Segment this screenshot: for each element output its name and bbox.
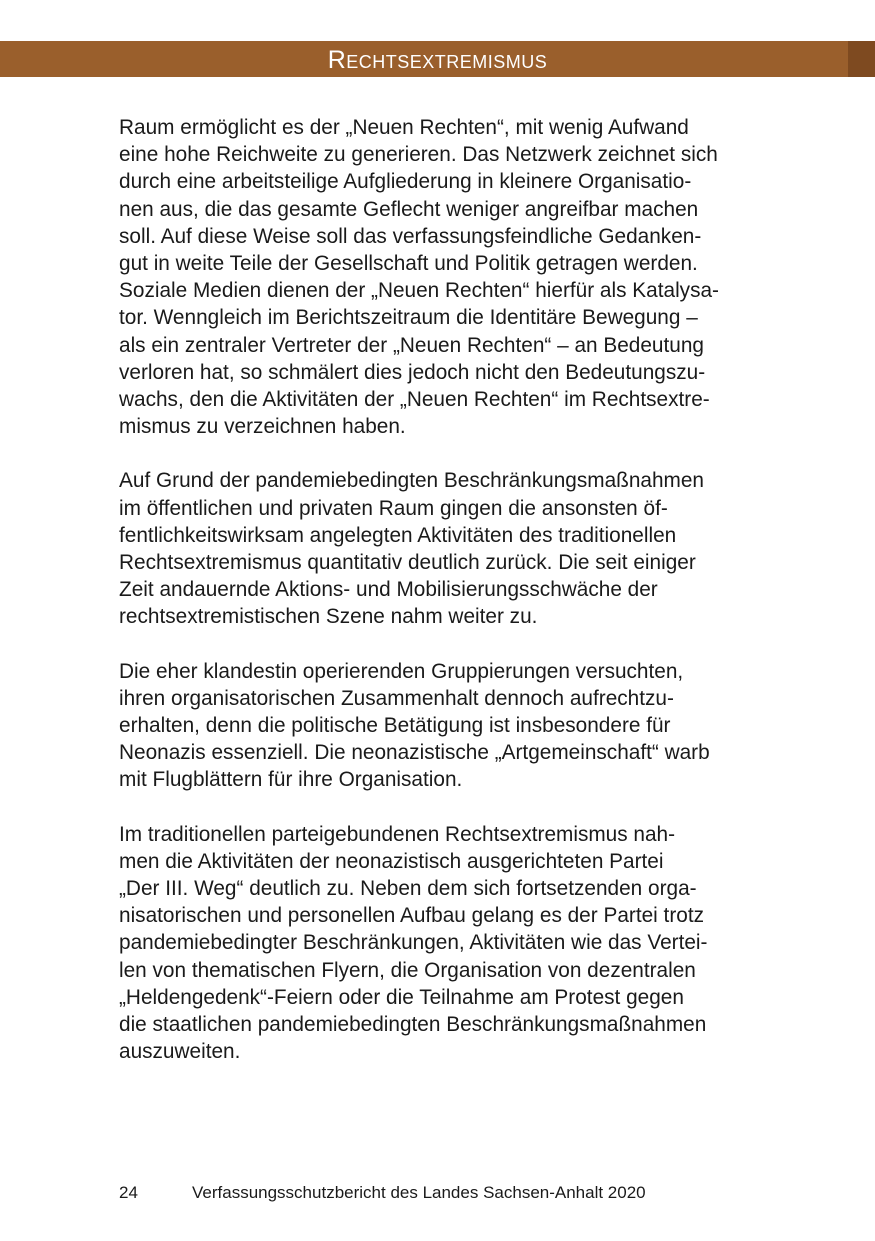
text-line: Zeit andauernde Aktions- und Mobilisierungsschwäche der [119,578,658,602]
text-line: Rechtsextremismus quantitativ deutlich zurück. Die seit einiger [119,551,696,575]
page-number: 24 [119,1183,138,1202]
chapter-title: Rechtsextremismus [327,46,548,74]
text-line: „Der III. Weg“ deutlich zu. Neben dem sich fortsetzenden orga- [119,877,697,901]
text-line: eine hohe Reichweite zu generieren. Das Netzwerk zeichnet sich [119,143,718,167]
text-line: nisatorischen und personellen Aufbau gelang es der Partei trotz [119,904,705,928]
text-line: nen aus, die das gesamte Geflecht weniger angreifbar machen [119,197,699,221]
text-line: Im traditionellen parteigebundenen Rechtsextremismus nah- [119,822,676,846]
text-line: Raum ermöglicht es der „Neuen Rechten“, mit wenig Aufwand [119,116,689,139]
text-line: mit Flugblättern für ihre Organisation. [119,768,463,792]
text-line: len von thematischen Flyern, die Organisation von dezentralen [119,958,696,982]
paragraph-1 [119,114,769,440]
paragraph-4 [119,821,769,1066]
text-line: verloren hat, so schmälert dies jedoch nicht den Bedeutungszu- [119,360,706,384]
text-line: auszuweiten. [119,1040,241,1064]
text-line: wachs, den die Aktivitäten der „Neuen Rechten“ im Rechtsextre- [119,388,710,412]
text-line: im öffentlichen und privaten Raum gingen die ansonsten öf- [119,496,668,520]
page-footer [119,1181,646,1205]
text-line: soll. Auf diese Weise soll das verfassungsfeindliche Gedanken- [119,224,702,248]
text-line: ihren organisatorischen Zusammenhalt dennoch aufrechtzu- [119,686,674,710]
paragraph-2 [119,467,769,630]
text-line: als ein zentraler Vertreter der „Neuen Rechten“ – an Bedeutung [119,333,704,357]
text-line: erhalten, denn die politische Betätigung ist insbesondere für [119,714,671,738]
text-line: Soziale Medien dienen der „Neuen Rechten“ hierfür als Katalysa- [119,279,719,303]
text-line: Auf Grund der pandemiebedingten Beschränkungsmaßnahmen [119,469,704,493]
text-line: mismus zu verzeichnen haben. [119,415,406,439]
text-line: men die Aktivitäten der neonazistisch ausgerichteten Partei [119,849,664,873]
text-line: durch eine arbeitsteilige Aufgliederung in kleinere Organisatio- [119,170,692,194]
text-line: „Heldengedenk“-Feiern oder die Teilnahme am Protest gegen [119,985,684,1009]
text-line: tor. Wenngleich im Berichtszeitraum die Identitäre Bewegung – [119,306,698,330]
text-line: die staatlichen pandemiebedingten Beschränkungsmaßnahmen [119,1013,707,1037]
publication-title: Verfassungsschutzbericht des Landes Sachsen-Anhalt 2020 [192,1183,646,1202]
paragraph-3 [119,658,769,794]
text-line: rechtsextremistischen Szene nahm weiter zu. [119,605,538,629]
text-line: Neonazis essenziell. Die neonazistische „Artgemeinschaft“ warb [119,741,710,765]
text-line: gut in weite Teile der Gesellschaft und Politik getragen werden. [119,252,698,276]
text-line: pandemiebedingter Beschränkungen, Aktivitäten wie das Vertei- [119,931,708,955]
text-line: fentlichkeitswirksam angelegten Aktivitäten des traditionellen [119,523,677,547]
text-line: Die eher klandestin operierenden Gruppierungen versuchten, [119,659,684,683]
body-text [119,114,769,1093]
